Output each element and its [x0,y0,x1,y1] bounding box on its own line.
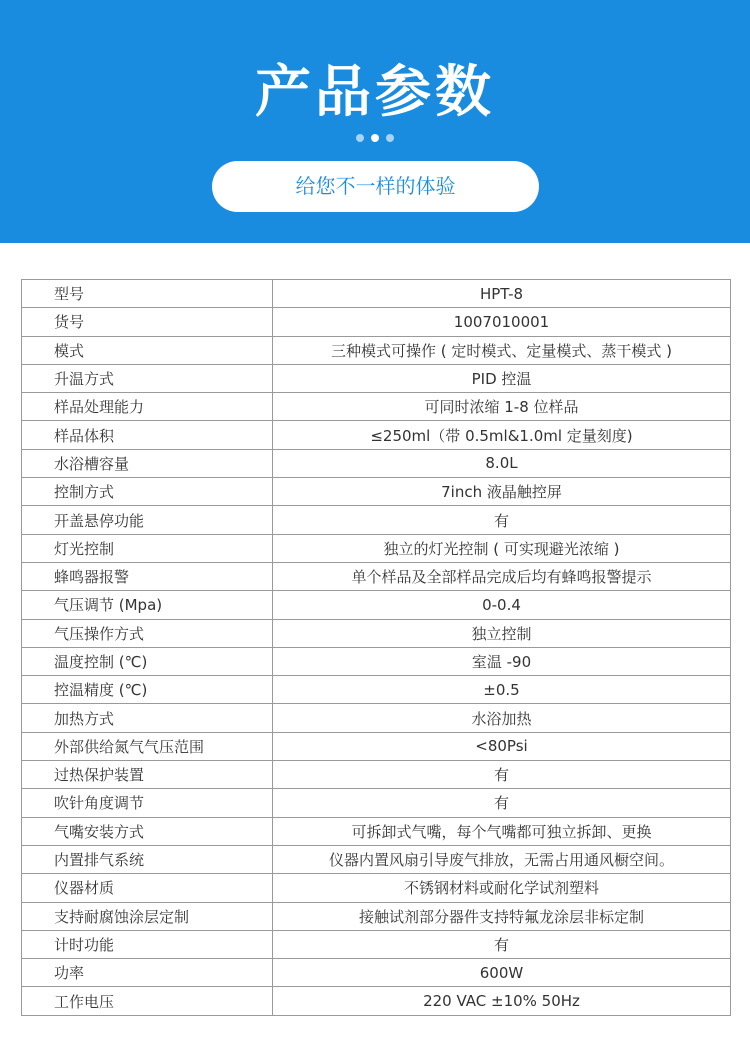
spec-label: 温度控制 (℃) [22,647,273,675]
table-row [22,817,731,845]
spec-value: HPT-8 [273,280,731,308]
spec-value: 仪器内置风扇引导废气排放，无需占用通风橱空间。 [273,845,731,873]
table-row [22,987,731,1015]
page-title: 产品参数 [255,60,495,125]
spec-label: 货号 [22,308,273,336]
spec-label: 气嘴安装方式 [22,817,273,845]
table-row [22,562,731,590]
spec-value: 单个样品及全部样品完成后均有蜂鸣报警提示 [273,562,731,590]
spec-label: 功率 [22,959,273,987]
carousel-dots [0,134,750,142]
spec-value: 220 VAC ±10% 50Hz [273,987,731,1015]
spec-value: ±0.5 [273,676,731,704]
spec-value: 7inch 液晶触控屏 [273,478,731,506]
table-row [22,959,731,987]
spec-table-body [22,280,731,1016]
spec-value: 8.0L [273,449,731,477]
table-row [22,449,731,477]
spec-value: 有 [273,930,731,958]
spec-label: 过热保护装置 [22,761,273,789]
table-row [22,732,731,760]
table-row [22,393,731,421]
header-banner [0,0,750,243]
spec-label: 灯光控制 [22,534,273,562]
spec-value: 独立控制 [273,619,731,647]
spec-value: 有 [273,789,731,817]
spec-label: 加热方式 [22,704,273,732]
spec-value: 室温 -90 [273,647,731,675]
spec-value: 水浴加热 [273,704,731,732]
dot-indicator-active [371,134,379,142]
spec-label: 升温方式 [22,364,273,392]
table-row [22,761,731,789]
spec-value: ≤250ml（带 0.5ml&1.0ml 定量刻度) [273,421,731,449]
table-row [22,280,731,308]
table-row [22,647,731,675]
table-row [22,619,731,647]
spec-label: 型号 [22,280,273,308]
table-row [22,534,731,562]
table-row [22,308,731,336]
table-row [22,789,731,817]
spec-value: 可拆卸式气嘴，每个气嘴都可独立拆卸、更换 [273,817,731,845]
spec-label: 吹针角度调节 [22,789,273,817]
spec-label: 蜂鸣器报警 [22,562,273,590]
spec-value: <80Psi [273,732,731,760]
spec-value: 有 [273,506,731,534]
spec-label: 样品体积 [22,421,273,449]
table-row [22,930,731,958]
spec-label: 气压调节 (Mpa) [22,591,273,619]
spec-label: 控制方式 [22,478,273,506]
spec-label: 样品处理能力 [22,393,273,421]
spec-label: 计时功能 [22,930,273,958]
spec-label: 开盖悬停功能 [22,506,273,534]
dot-indicator [356,134,364,142]
table-row [22,364,731,392]
subtitle-pill: 给您不一样的体验 [212,161,539,212]
spec-value: 接触试剂部分器件支持特氟龙涂层非标定制 [273,902,731,930]
table-row [22,478,731,506]
spec-value: 不锈钢材料或耐化学试剂塑料 [273,874,731,902]
spec-value: 三种模式可操作 ( 定时模式、定量模式、蒸干模式 ) [273,336,731,364]
spec-label: 气压操作方式 [22,619,273,647]
spec-label: 工作电压 [22,987,273,1015]
spec-value: 独立的灯光控制 ( 可实现避光浓缩 ) [273,534,731,562]
spec-value: 有 [273,761,731,789]
table-row [22,506,731,534]
spec-value: 0-0.4 [273,591,731,619]
spec-value: PID 控温 [273,364,731,392]
table-row [22,704,731,732]
table-row [22,845,731,873]
spec-label: 内置排气系统 [22,845,273,873]
spec-table [21,279,731,1016]
spec-label: 外部供给氮气气压范围 [22,732,273,760]
spec-label: 支持耐腐蚀涂层定制 [22,902,273,930]
table-row [22,874,731,902]
spec-label: 仪器材质 [22,874,273,902]
table-row [22,676,731,704]
table-row [22,902,731,930]
dot-indicator [386,134,394,142]
spec-value: 600W [273,959,731,987]
spec-label: 控温精度 (℃) [22,676,273,704]
table-row [22,421,731,449]
spec-label: 水浴槽容量 [22,449,273,477]
table-row [22,591,731,619]
spec-value: 可同时浓缩 1-8 位样品 [273,393,731,421]
spec-label: 模式 [22,336,273,364]
spec-value: 1007010001 [273,308,731,336]
table-row [22,336,731,364]
